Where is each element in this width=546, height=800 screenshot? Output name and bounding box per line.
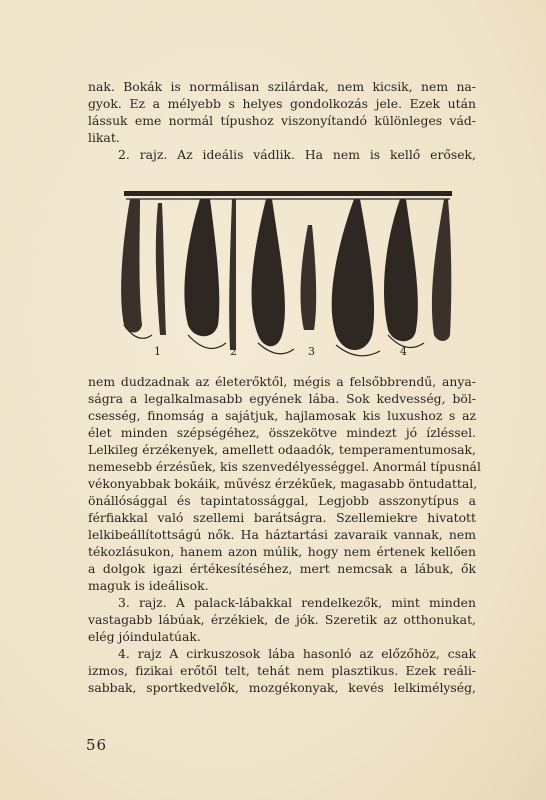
text-line: sabbak, sportkedvelők, mozgékonyak, kevés lelkimélység, bbox=[88, 680, 476, 695]
text-line: nemesebb érzésűek, kis szenvedélyességgel. Anormál típusnál bbox=[88, 459, 481, 474]
text-line: 3. rajz. A palack-lábakkal rendelkezők, mint minden bbox=[118, 595, 476, 610]
body-paragraphs bbox=[88, 373, 481, 696]
text-line: vékonyabbak bokáik, művész érzékűek, magasabb öntudattal, bbox=[88, 476, 478, 491]
calf-shapes-illustration bbox=[118, 185, 458, 367]
text-line: elég jóindulatúak. bbox=[88, 629, 201, 644]
calf-shape bbox=[332, 199, 374, 350]
top-paragraph bbox=[88, 78, 476, 163]
figure-label: 2 bbox=[230, 345, 237, 358]
text-line: ságra a legalkalmasabb egyének lába. Sok kedvesség, böl- bbox=[88, 391, 476, 406]
text-line: a dolgok igazi értékesítéséhez, mert nemcsak a lábuk, ők bbox=[88, 561, 476, 576]
text-line: likat. bbox=[88, 130, 120, 145]
text-line: vastagabb lábúak, érzékiek, de jók. Szeretik az otthonukat, bbox=[88, 612, 476, 627]
hanging-rail bbox=[124, 191, 452, 196]
figure-label: 1 bbox=[154, 345, 161, 358]
text-line: lelkibeállítottságú nők. Ha háztartási zavaraik vannak, nem bbox=[88, 527, 476, 542]
calf-shape bbox=[156, 203, 166, 335]
calf-drawing-figure bbox=[118, 185, 458, 367]
calf-shape bbox=[121, 199, 142, 333]
text-line: nak. Bokák is normálisan szilárdak, nem kicsik, nem na- bbox=[88, 79, 476, 94]
text-line: nem dudzadnak az életerőktől, mégis a felsőbbrendű, anya- bbox=[88, 374, 476, 389]
text-line: önállósággal és tapintatossággal, Legjobb asszonytípus a bbox=[88, 493, 476, 508]
text-line: Lelkileg érzékenyek, amellett odaadók, temperamentumosak, bbox=[88, 442, 476, 457]
text-line: csesség, finomság a sajátjuk, hajlamosak kis luxushoz s az bbox=[88, 408, 476, 423]
calf-shape bbox=[184, 199, 219, 336]
calf-shape bbox=[252, 199, 285, 346]
text-line: maguk is ideálisok. bbox=[88, 578, 209, 593]
calf-shape bbox=[384, 199, 418, 341]
text-line: izmos, fizikai erőtől telt, tehát nem plasztikus. Ezek reáli- bbox=[88, 663, 476, 678]
text-line: 4. rajz A cirkuszosok lába hasonló az előzőhöz, csak bbox=[118, 646, 476, 661]
text-line: tékozlásukon, hanem azon múlik, hogy nem értenek kellően bbox=[88, 544, 476, 559]
calf-shape bbox=[229, 199, 236, 350]
text-line: férfiakkal való szellemi barátságra. Szellemiekre hivatott bbox=[88, 510, 476, 525]
figure-label: 4 bbox=[400, 345, 407, 358]
text-line: 2. rajz. Az ideális vádlik. Ha nem is kellő erősek, bbox=[118, 147, 476, 162]
text-line: élet minden szépségéhez, összekötve mindezt jó ízléssel. bbox=[88, 425, 476, 440]
calf-shape bbox=[432, 199, 451, 341]
page-number: 56 bbox=[86, 736, 108, 754]
figure-label: 3 bbox=[308, 345, 315, 358]
text-line: lássuk eme normál típushoz viszonyítandó különleges vád- bbox=[88, 113, 476, 128]
text-line: gyok. Ez a mélyebb s helyes gondolkozás jele. Ezek után bbox=[88, 96, 476, 111]
calf-shape bbox=[301, 225, 317, 330]
